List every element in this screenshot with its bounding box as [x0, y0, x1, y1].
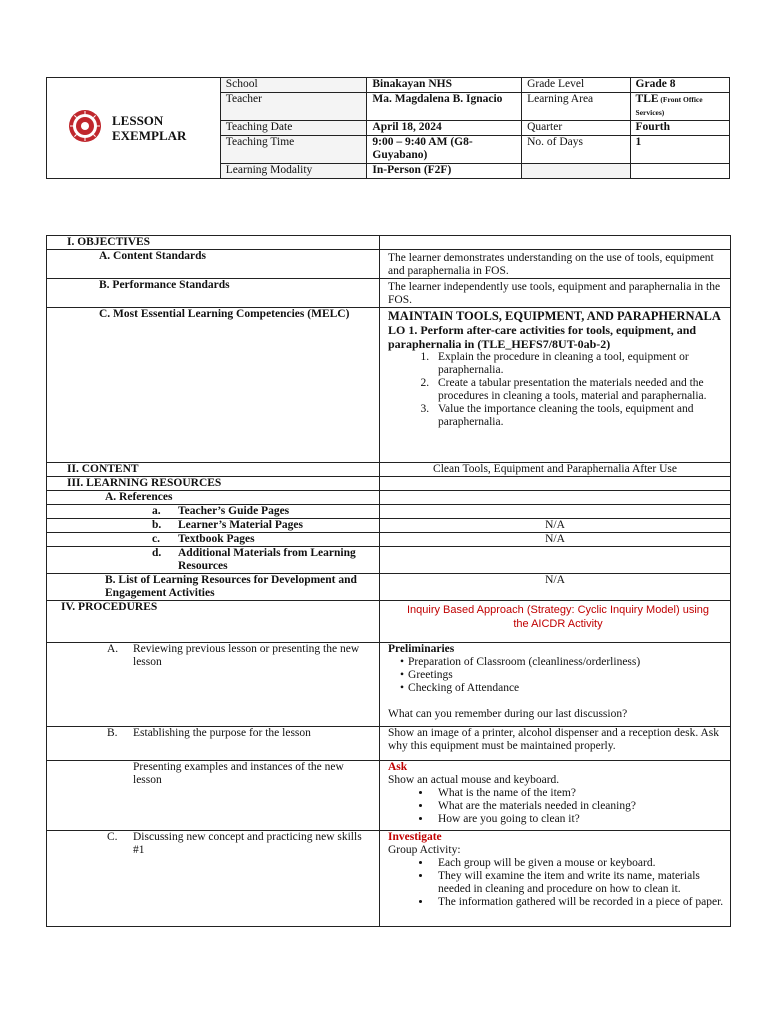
list-item: • Preparation of Classroom (cleanliness/orderliness)	[400, 656, 725, 669]
table-row	[47, 727, 731, 761]
content-value: Clean Tools, Equipment and Paraphernalia After Use	[380, 463, 731, 477]
table-row	[47, 505, 731, 519]
table-row	[47, 547, 731, 574]
teaching-time-value: 9:00 – 9:40 AM (G8-Guyabano)	[367, 136, 522, 164]
table-row	[47, 308, 731, 463]
procedure-b: B. Establishing the purpose for the lesson	[47, 727, 380, 761]
table-row	[47, 236, 731, 250]
resources-list-label: B. List of Learning Resources for Development and Engagement Activities	[47, 574, 380, 601]
empty-cell	[380, 477, 731, 491]
resource-value	[380, 547, 731, 574]
procedure-a-content	[380, 643, 731, 727]
list-item: 3. Value the importance cleaning the tools, equipment and paraphernalia.	[432, 403, 725, 429]
performance-standards-value: The learner independently use tools, equipment and paraphernalia in the FOS.	[380, 279, 731, 308]
resources-heading: III. LEARNING RESOURCES	[47, 477, 380, 491]
teacher-label: Teacher	[220, 93, 367, 121]
preliminaries-title: Preliminaries	[388, 643, 455, 655]
procedure-presenting	[47, 761, 380, 831]
resource-item: d. Additional Materials from Learning Resources	[47, 547, 380, 574]
investigate-intro: Group Activity:	[388, 844, 461, 856]
melc-title: MAINTAIN TOOLS, EQUIPMENT, AND PARAPHERNALA	[388, 309, 721, 323]
teaching-date-value: April 18, 2024	[367, 121, 522, 136]
procedure-a: A. Reviewing previous lesson or presenting the new lesson	[47, 643, 380, 727]
ask-title: Ask	[388, 761, 408, 773]
resource-item: b. Learner’s Material Pages	[47, 519, 380, 533]
approach-text: Inquiry Based Approach (Strategy: Cyclic Inquiry Model) using the AICDR Activity	[380, 601, 731, 643]
logo-cell	[47, 78, 221, 179]
resource-value	[380, 505, 731, 519]
resource-item: c. Textbook Pages	[47, 533, 380, 547]
table-row	[47, 477, 731, 491]
content-heading: II. CONTENT	[47, 463, 380, 477]
table-row	[47, 533, 731, 547]
procedure-presenting-label: Presenting examples and instances of the new lesson	[133, 761, 344, 786]
teacher-value: Ma. Magdalena B. Ignacio	[367, 93, 522, 121]
table-row	[47, 574, 731, 601]
teaching-time-label: Teaching Time	[220, 136, 367, 164]
references-label: A. References	[47, 491, 380, 505]
learning-area-value: TLE (Front Office Services)	[630, 93, 729, 121]
investigate-title: Investigate	[388, 831, 442, 843]
procedure-presenting-content	[380, 761, 731, 831]
melc-list	[388, 351, 725, 429]
list-item: • What are the materials needed in cleaning?	[432, 800, 725, 813]
resource-item: a. Teacher’s Guide Pages	[47, 505, 380, 519]
quarter-label: Quarter	[522, 121, 630, 136]
list-item: • Greetings	[400, 669, 725, 682]
objectives-heading: I. OBJECTIVES	[47, 236, 380, 250]
melc-lo: LO 1. Perform after-care activities for tools, equipment, and paraphernalia in (TLE_HEFS7/8UT-0ab-2)	[388, 323, 697, 351]
learning-area-label: Learning Area	[522, 93, 630, 121]
list-item: • How are you going to clean it?	[432, 813, 725, 826]
investigate-list	[388, 857, 725, 909]
quarter-value: Fourth	[630, 121, 729, 136]
table-row	[47, 491, 731, 505]
performance-standards-label: B. Performance Standards	[47, 279, 380, 308]
procedure-b-label: Establishing the purpose for the lesson	[133, 727, 311, 739]
list-item: • Each group will be given a mouse or keyboard.	[432, 857, 725, 870]
empty-cell	[380, 491, 731, 505]
grade-level-label: Grade Level	[522, 78, 630, 93]
table-row	[47, 463, 731, 477]
procedure-c-label: Discussing new concept and practicing new skills #1	[133, 831, 362, 856]
school-label: School	[220, 78, 367, 93]
list-item: • The information gathered will be recorded in a piece of paper.	[432, 896, 725, 909]
content-standards-value: The learner demonstrates understanding on the use of tools, equipment and paraphernalia in FOS.	[380, 250, 731, 279]
content-standards-label: A. Content Standards	[47, 250, 380, 279]
table-row	[47, 279, 731, 308]
ask-intro: Show an actual mouse and keyboard.	[388, 774, 560, 786]
table-row	[47, 761, 731, 831]
procedure-c-content	[380, 831, 731, 927]
ask-list	[388, 787, 725, 826]
melc-value	[380, 308, 731, 463]
review-question: What can you remember during our last discussion?	[388, 708, 628, 720]
table-row	[47, 519, 731, 533]
procedure-b-content: Show an image of a printer, alcohol dispenser and a reception desk. Ask why this equipment must be maintained properly.	[380, 727, 731, 761]
list-item: • They will examine the item and write its name, materials needed in cleaning and procedure on how to clean it.	[432, 870, 725, 896]
days-value: 1	[630, 136, 729, 164]
teaching-date-label: Teaching Date	[220, 121, 367, 136]
table-row	[47, 643, 731, 727]
table-row	[47, 831, 731, 927]
school-value: Binakayan NHS	[367, 78, 522, 93]
deped-seal-icon	[68, 109, 102, 147]
modality-value: In-Person (F2F)	[367, 164, 522, 179]
resource-value: N/A	[380, 519, 731, 533]
empty-cell	[522, 164, 630, 179]
procedures-heading: IV. PROCEDURES	[47, 601, 380, 643]
procedure-c: C. Discussing new concept and practicing new skills #1	[47, 831, 380, 927]
resources-list-value: N/A	[380, 574, 731, 601]
list-item: • What is the name of the item?	[432, 787, 725, 800]
lesson-table	[46, 235, 731, 927]
table-row	[47, 601, 731, 643]
melc-label: C. Most Essential Learning Competencies (MELC)	[47, 308, 380, 463]
header-table	[46, 77, 730, 179]
list-item: 2. Create a tabular presentation the materials needed and the procedures in cleaning a tools, material and paraphernalia.	[432, 377, 725, 403]
table-row	[47, 250, 731, 279]
lesson-exemplar-title: LESSON EXEMPLAR	[112, 113, 187, 143]
empty-cell	[630, 164, 729, 179]
modality-label: Learning Modality	[220, 164, 367, 179]
grade-level-value: Grade 8	[630, 78, 729, 93]
procedure-a-label: Reviewing previous lesson or presenting the new lesson	[133, 643, 360, 668]
empty-cell	[380, 236, 731, 250]
list-item: • Checking of Attendance	[400, 682, 725, 695]
days-label: No. of Days	[522, 136, 630, 164]
resource-value: N/A	[380, 533, 731, 547]
list-item: 1. Explain the procedure in cleaning a tool, equipment or paraphernalia.	[432, 351, 725, 377]
preliminaries-list	[388, 656, 725, 695]
